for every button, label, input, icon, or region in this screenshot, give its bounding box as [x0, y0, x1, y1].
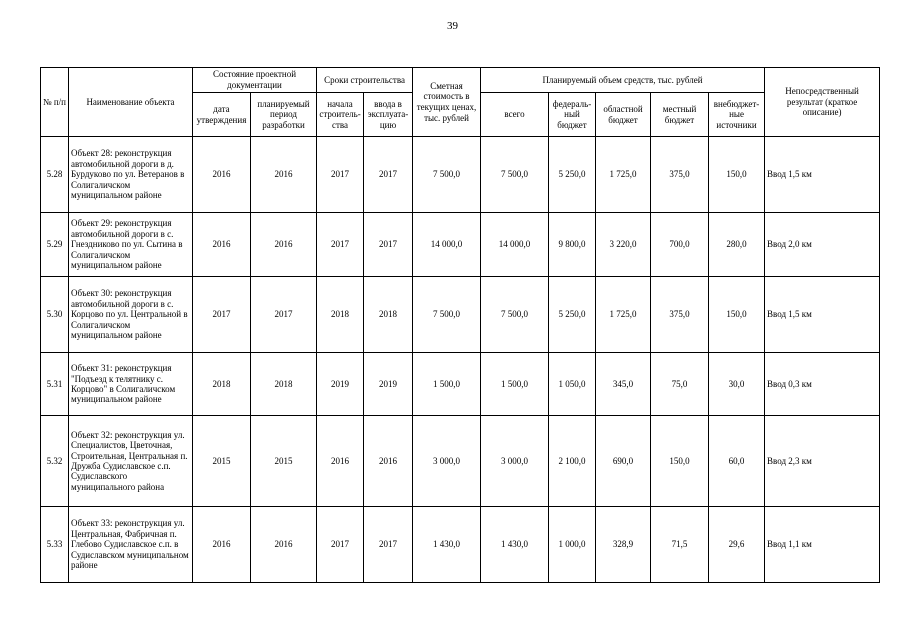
row-approval: 2018 — [193, 353, 251, 416]
header-name: Наименование объекта — [69, 68, 193, 137]
row-result: Ввод 0,3 км — [765, 353, 880, 416]
header-construction-dates: Сроки строительства — [317, 68, 413, 93]
row-local: 375,0 — [651, 137, 709, 213]
row-name: Объект 33: реконструкция ул. Центральная, Фабричная п. Глебово Судиславское с.п. в Судиславском муниципальном районе — [69, 507, 193, 583]
header-regional: областной бюджет — [596, 93, 651, 137]
row-regional: 1 725,0 — [596, 277, 651, 353]
row-start: 2017 — [317, 507, 364, 583]
row-start: 2018 — [317, 277, 364, 353]
row-name: Объект 32: реконструкция ул. Специалистов, Цветочная, Строительная, Центральная п. Дружба Судиславское с.п. Судиславского муниципального района — [69, 416, 193, 507]
header-federal: федераль-ный бюджет — [549, 93, 596, 137]
row-local: 75,0 — [651, 353, 709, 416]
row-extra: 150,0 — [709, 137, 765, 213]
row-regional: 690,0 — [596, 416, 651, 507]
row-local: 71,5 — [651, 507, 709, 583]
row-start: 2017 — [317, 137, 364, 213]
row-approval: 2016 — [193, 213, 251, 277]
row-federal: 5 250,0 — [549, 277, 596, 353]
row-federal: 2 100,0 — [549, 416, 596, 507]
row-result: Ввод 1,1 км — [765, 507, 880, 583]
row-regional: 1 725,0 — [596, 137, 651, 213]
row-start: 2016 — [317, 416, 364, 507]
row-num: 5.31 — [41, 353, 69, 416]
row-approval: 2017 — [193, 277, 251, 353]
row-federal: 1 050,0 — [549, 353, 596, 416]
header-project-state: Состояние проектной документации — [193, 68, 317, 93]
table-row — [41, 277, 880, 353]
row-num: 5.30 — [41, 277, 69, 353]
row-cost: 1 430,0 — [413, 507, 481, 583]
row-cost: 1 500,0 — [413, 353, 481, 416]
row-regional: 345,0 — [596, 353, 651, 416]
row-result: Ввод 1,5 км — [765, 277, 880, 353]
row-commission: 2017 — [364, 507, 413, 583]
row-result: Ввод 1,5 км — [765, 137, 880, 213]
row-num: 5.29 — [41, 213, 69, 277]
row-commission: 2017 — [364, 213, 413, 277]
row-total: 3 000,0 — [481, 416, 549, 507]
header-planned-funds: Планируемый объем средств, тыс. рублей — [481, 68, 765, 93]
table-row — [41, 507, 880, 583]
row-local: 700,0 — [651, 213, 709, 277]
row-federal: 1 000,0 — [549, 507, 596, 583]
row-name: Объект 29: реконструкция автомобильной дороги в с. Гнездниково по ул. Сытина в Солигаличском муниципальном районе — [69, 213, 193, 277]
objects-table — [40, 67, 880, 583]
row-cost: 7 500,0 — [413, 137, 481, 213]
page-number: 39 — [447, 20, 458, 32]
row-name: Объект 28: реконструкция автомобильной дороги в д. Бурдуково по ул. Ветеранов в Солигаличском муниципальном районе — [69, 137, 193, 213]
row-cost: 3 000,0 — [413, 416, 481, 507]
row-num: 5.28 — [41, 137, 69, 213]
header-local: местный бюджет — [651, 93, 709, 137]
header-extrabudget: внебюджет-ные источники — [709, 93, 765, 137]
row-total: 1 430,0 — [481, 507, 549, 583]
table-row — [41, 416, 880, 507]
table-row — [41, 353, 880, 416]
row-approval: 2016 — [193, 137, 251, 213]
header-start: начала строитель-ства — [317, 93, 364, 137]
row-extra: 29,6 — [709, 507, 765, 583]
row-extra: 30,0 — [709, 353, 765, 416]
row-cost: 14 000,0 — [413, 213, 481, 277]
row-commission: 2017 — [364, 137, 413, 213]
header-result: Непосредственный результат (краткое описание) — [765, 68, 880, 137]
row-extra: 150,0 — [709, 277, 765, 353]
row-name: Объект 30: реконструкция автомобильной дороги в с. Корцово по ул. Центральной в Солигаличском муниципальном районе — [69, 277, 193, 353]
row-extra: 280,0 — [709, 213, 765, 277]
row-cost: 7 500,0 — [413, 277, 481, 353]
row-local: 375,0 — [651, 277, 709, 353]
row-num: 5.32 — [41, 416, 69, 507]
row-name: Объект 31: реконструкция "Подъезд к телятнику с. Корцово" в Солигаличском муниципальном районе — [69, 353, 193, 416]
row-regional: 328,9 — [596, 507, 651, 583]
row-period: 2015 — [251, 416, 317, 507]
row-regional: 3 220,0 — [596, 213, 651, 277]
row-commission: 2018 — [364, 277, 413, 353]
header-estimated-cost: Сметная стоимость в текущих ценах, тыс. рублей — [413, 68, 481, 137]
row-local: 150,0 — [651, 416, 709, 507]
row-total: 1 500,0 — [481, 353, 549, 416]
row-result: Ввод 2,3 км — [765, 416, 880, 507]
row-period: 2018 — [251, 353, 317, 416]
row-total: 7 500,0 — [481, 277, 549, 353]
header-num: № п/п — [41, 68, 69, 137]
row-federal: 9 800,0 — [549, 213, 596, 277]
table-row — [41, 137, 880, 213]
row-extra: 60,0 — [709, 416, 765, 507]
row-start: 2019 — [317, 353, 364, 416]
row-total: 7 500,0 — [481, 137, 549, 213]
header-commissioning: ввода в эксплуата-цию — [364, 93, 413, 137]
row-period: 2016 — [251, 507, 317, 583]
row-federal: 5 250,0 — [549, 137, 596, 213]
row-total: 14 000,0 — [481, 213, 549, 277]
row-period: 2016 — [251, 137, 317, 213]
row-num: 5.33 — [41, 507, 69, 583]
row-approval: 2016 — [193, 507, 251, 583]
header-total: всего — [481, 93, 549, 137]
row-period: 2017 — [251, 277, 317, 353]
row-start: 2017 — [317, 213, 364, 277]
table-row — [41, 213, 880, 277]
row-commission: 2016 — [364, 416, 413, 507]
row-period: 2016 — [251, 213, 317, 277]
header-planned-period: планируемый период разработки — [251, 93, 317, 137]
row-approval: 2015 — [193, 416, 251, 507]
row-result: Ввод 2,0 км — [765, 213, 880, 277]
row-commission: 2019 — [364, 353, 413, 416]
header-approval-date: дата утверждения — [193, 93, 251, 137]
